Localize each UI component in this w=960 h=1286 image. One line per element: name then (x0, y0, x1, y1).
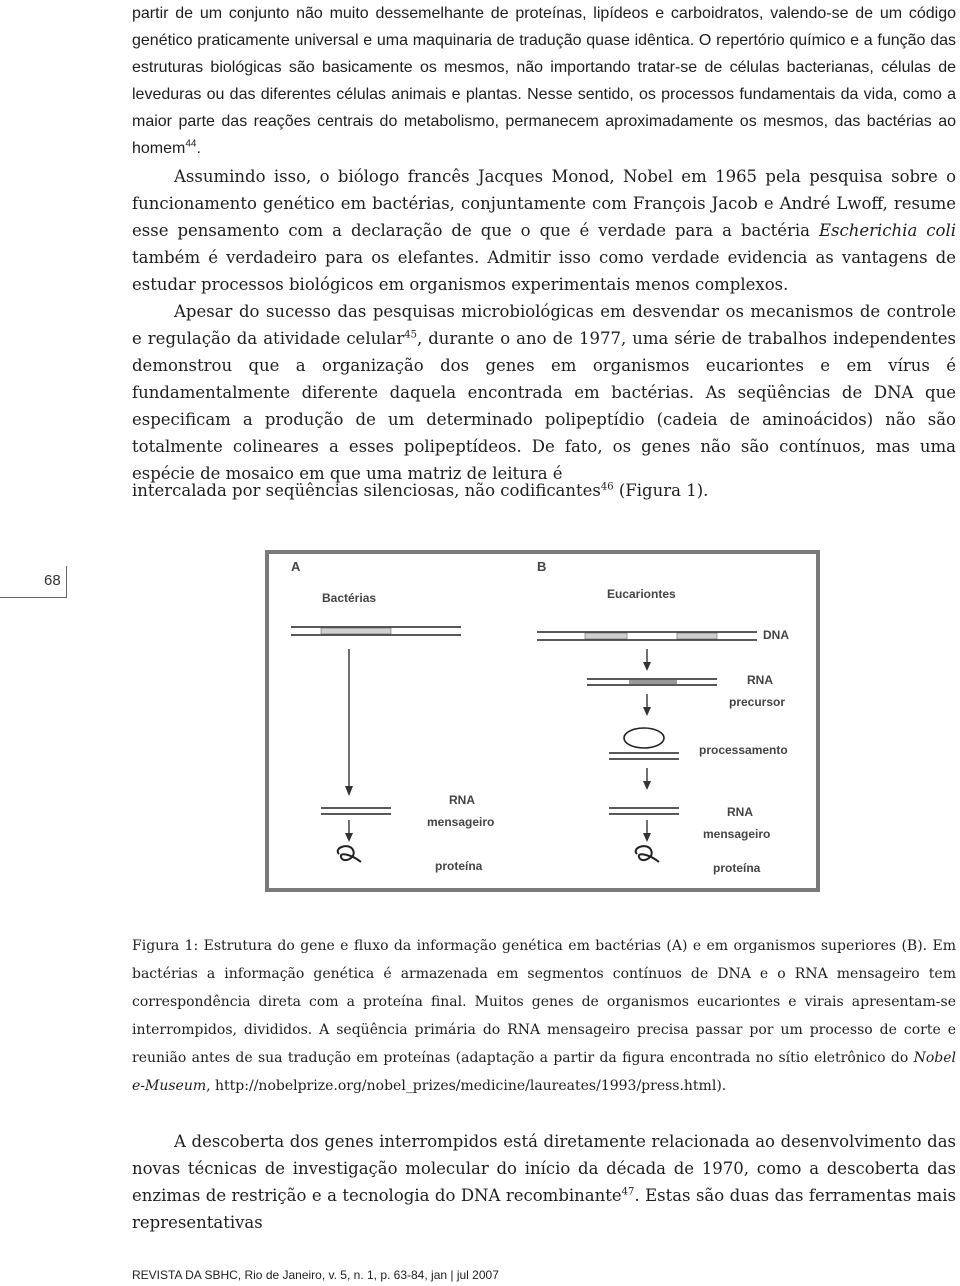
eukaryote-mrna-label-1: RNA (727, 805, 753, 819)
panel-b-letter: B (537, 559, 547, 574)
page-number: 68 (44, 572, 61, 589)
panel-b-title: Eucariontes (607, 587, 676, 601)
rna-precursor-label-1: RNA (747, 673, 773, 687)
dna-label: DNA (763, 628, 789, 642)
bacteria-mrna-label-1: RNA (449, 793, 475, 807)
bacteria-dna (291, 627, 461, 635)
page-number-rule (0, 597, 66, 598)
paragraph-4-text-a: A descoberta dos genes interrompidos está diretamente relacionada ao desenvolvimento das novas técnicas de investigação molecular do início da década de 1970, como a descoberta das enzimas de restrição e a tecnologia do DNA recombinante (132, 1132, 956, 1205)
bacteria-arrow-2 (345, 820, 353, 842)
paragraph-3 (132, 298, 956, 487)
caption-text-b: , http://nobelprize.org/nobel_prizes/medicine/laureates/1993/press.html). (206, 1078, 727, 1094)
eukaryote-mrna-label-2: mensageiro (703, 827, 771, 841)
paragraph-2-text-a: Assumindo isso, o biólogo francês Jacques Monod, Nobel em 1965 pela pesquisa sobre o funcionamento genético em bactérias, conjuntamente com François Jacob e André Lwoff, resume esse pensamento com a declaração de que o que é verdade para a bactéria (132, 167, 956, 240)
eukaryote-arrow-3 (643, 768, 651, 790)
panel-a-letter: A (291, 559, 301, 574)
eukaryote-arrow-4 (643, 820, 651, 842)
splicing-loop (609, 728, 679, 759)
paragraph-3-last-line (132, 477, 956, 504)
page-number-rule-vertical (66, 566, 67, 598)
paragraph-3-text-c: intercalada por seqüências silenciosas, não codificantes (132, 481, 601, 500)
bacteria-mrna (321, 808, 391, 814)
footnote-ref-45: 45 (404, 329, 417, 341)
eukaryote-protein (636, 846, 659, 862)
eukaryote-mrna (609, 808, 679, 814)
caption-text-a: Figura 1: Estrutura do gene e fluxo da informação genética em bactérias (A) e em organismos superiores (B). Em bactérias a informação genética é armazenada em segmentos contínuos de DNA e o RNA mensageiro tem correspondência direta com a proteína final. Muitos genes de organismos eucariontes e virais apresentam-se interrompidos, divididos. A seqüência primária do RNA mensageiro precisa passar por um processo de corte e reunião antes de sua tradução em proteínas (adaptação a partir da figura encontrada no sítio eletrônico do (132, 938, 956, 1066)
bacteria-arrow (345, 649, 353, 796)
species-name: Escherichia coli (818, 221, 957, 240)
footnote-ref-46: 46 (600, 481, 614, 493)
paragraph-1-end: . (196, 140, 201, 157)
paragraph-3-end: (Figura 1). (613, 481, 709, 500)
footnote-ref-47: 47 (621, 1186, 635, 1198)
paragraph-2-text-b: também é verdadeiro para os elefantes. Admitir isso como verdade evidencia as vantagens de estudar processos biológicos em organismos experimentais menos complexos. (132, 248, 956, 294)
eukaryote-arrow-1 (643, 649, 651, 671)
eukaryote-dna (537, 632, 757, 640)
bacteria-protein (338, 846, 361, 862)
panel-a-title: Bactérias (322, 591, 377, 605)
paragraph-1 (132, 0, 956, 162)
rna-precursor (587, 679, 717, 685)
figure-gene-structure (265, 550, 820, 892)
bacteria-mrna-label-2: mensageiro (427, 815, 495, 829)
eukaryote-arrow-2 (643, 694, 651, 716)
paragraph-4 (132, 1128, 956, 1236)
paragraph-3-text-a: Apesar do sucesso das pesquisas microbiológicas em desvendar os mecanismos de controle e regulação da atividade celular (132, 302, 956, 348)
journal-footer: REVISTA DA SBHC, Rio de Janeiro, v. 5, n. 1, p. 63-84, jan | jul 2007 (132, 1268, 499, 1282)
figure-caption (132, 932, 956, 1100)
processing-label: processamento (699, 743, 788, 757)
paragraph-1-text: partir de um conjunto não muito dessemelhante de proteínas, lipídeos e carboidratos, valendo-se de um código genético praticamente universal e uma maquinaria de tradução quase idêntica. O repertório químico e a função das estruturas biológicas são basicamente os mesmos, não importando tratar-se de células bacterianas, células de leveduras ou das diferentes células animais e plantas. Nesse sentido, os processos fundamentais da vida, como a maior parte das reações centrais do metabolismo, permanecem aproximadamente os mesmos, das bactérias ao homem (132, 5, 956, 157)
caption-italic: Nobel e-Museum (132, 1050, 956, 1094)
paragraph-4-text-b: . Estas são duas das ferramentas mais representativas (132, 1186, 957, 1232)
footnote-ref-44: 44 (185, 138, 197, 150)
paragraph-2 (132, 163, 956, 298)
paragraph-3-text-b: , durante o ano de 1977, uma série de trabalhos independentes demonstrou que a organização dos genes em organismos eucariontes e em vírus é fundamentalmente diferente daquela encontrada em bactérias. As seqüências de DNA que especificam a produção de um determinado polipeptídio (cadeia de aminoácidos) não são totalmente colineares a esses polipeptídeos. De fato, os genes não são contínuos, mas uma espécie de mosaico em que uma matriz de leitura é (132, 329, 956, 483)
bacteria-protein-label: proteína (435, 859, 483, 873)
rna-precursor-label-2: precursor (729, 695, 786, 709)
eukaryote-protein-label: proteína (713, 861, 761, 875)
